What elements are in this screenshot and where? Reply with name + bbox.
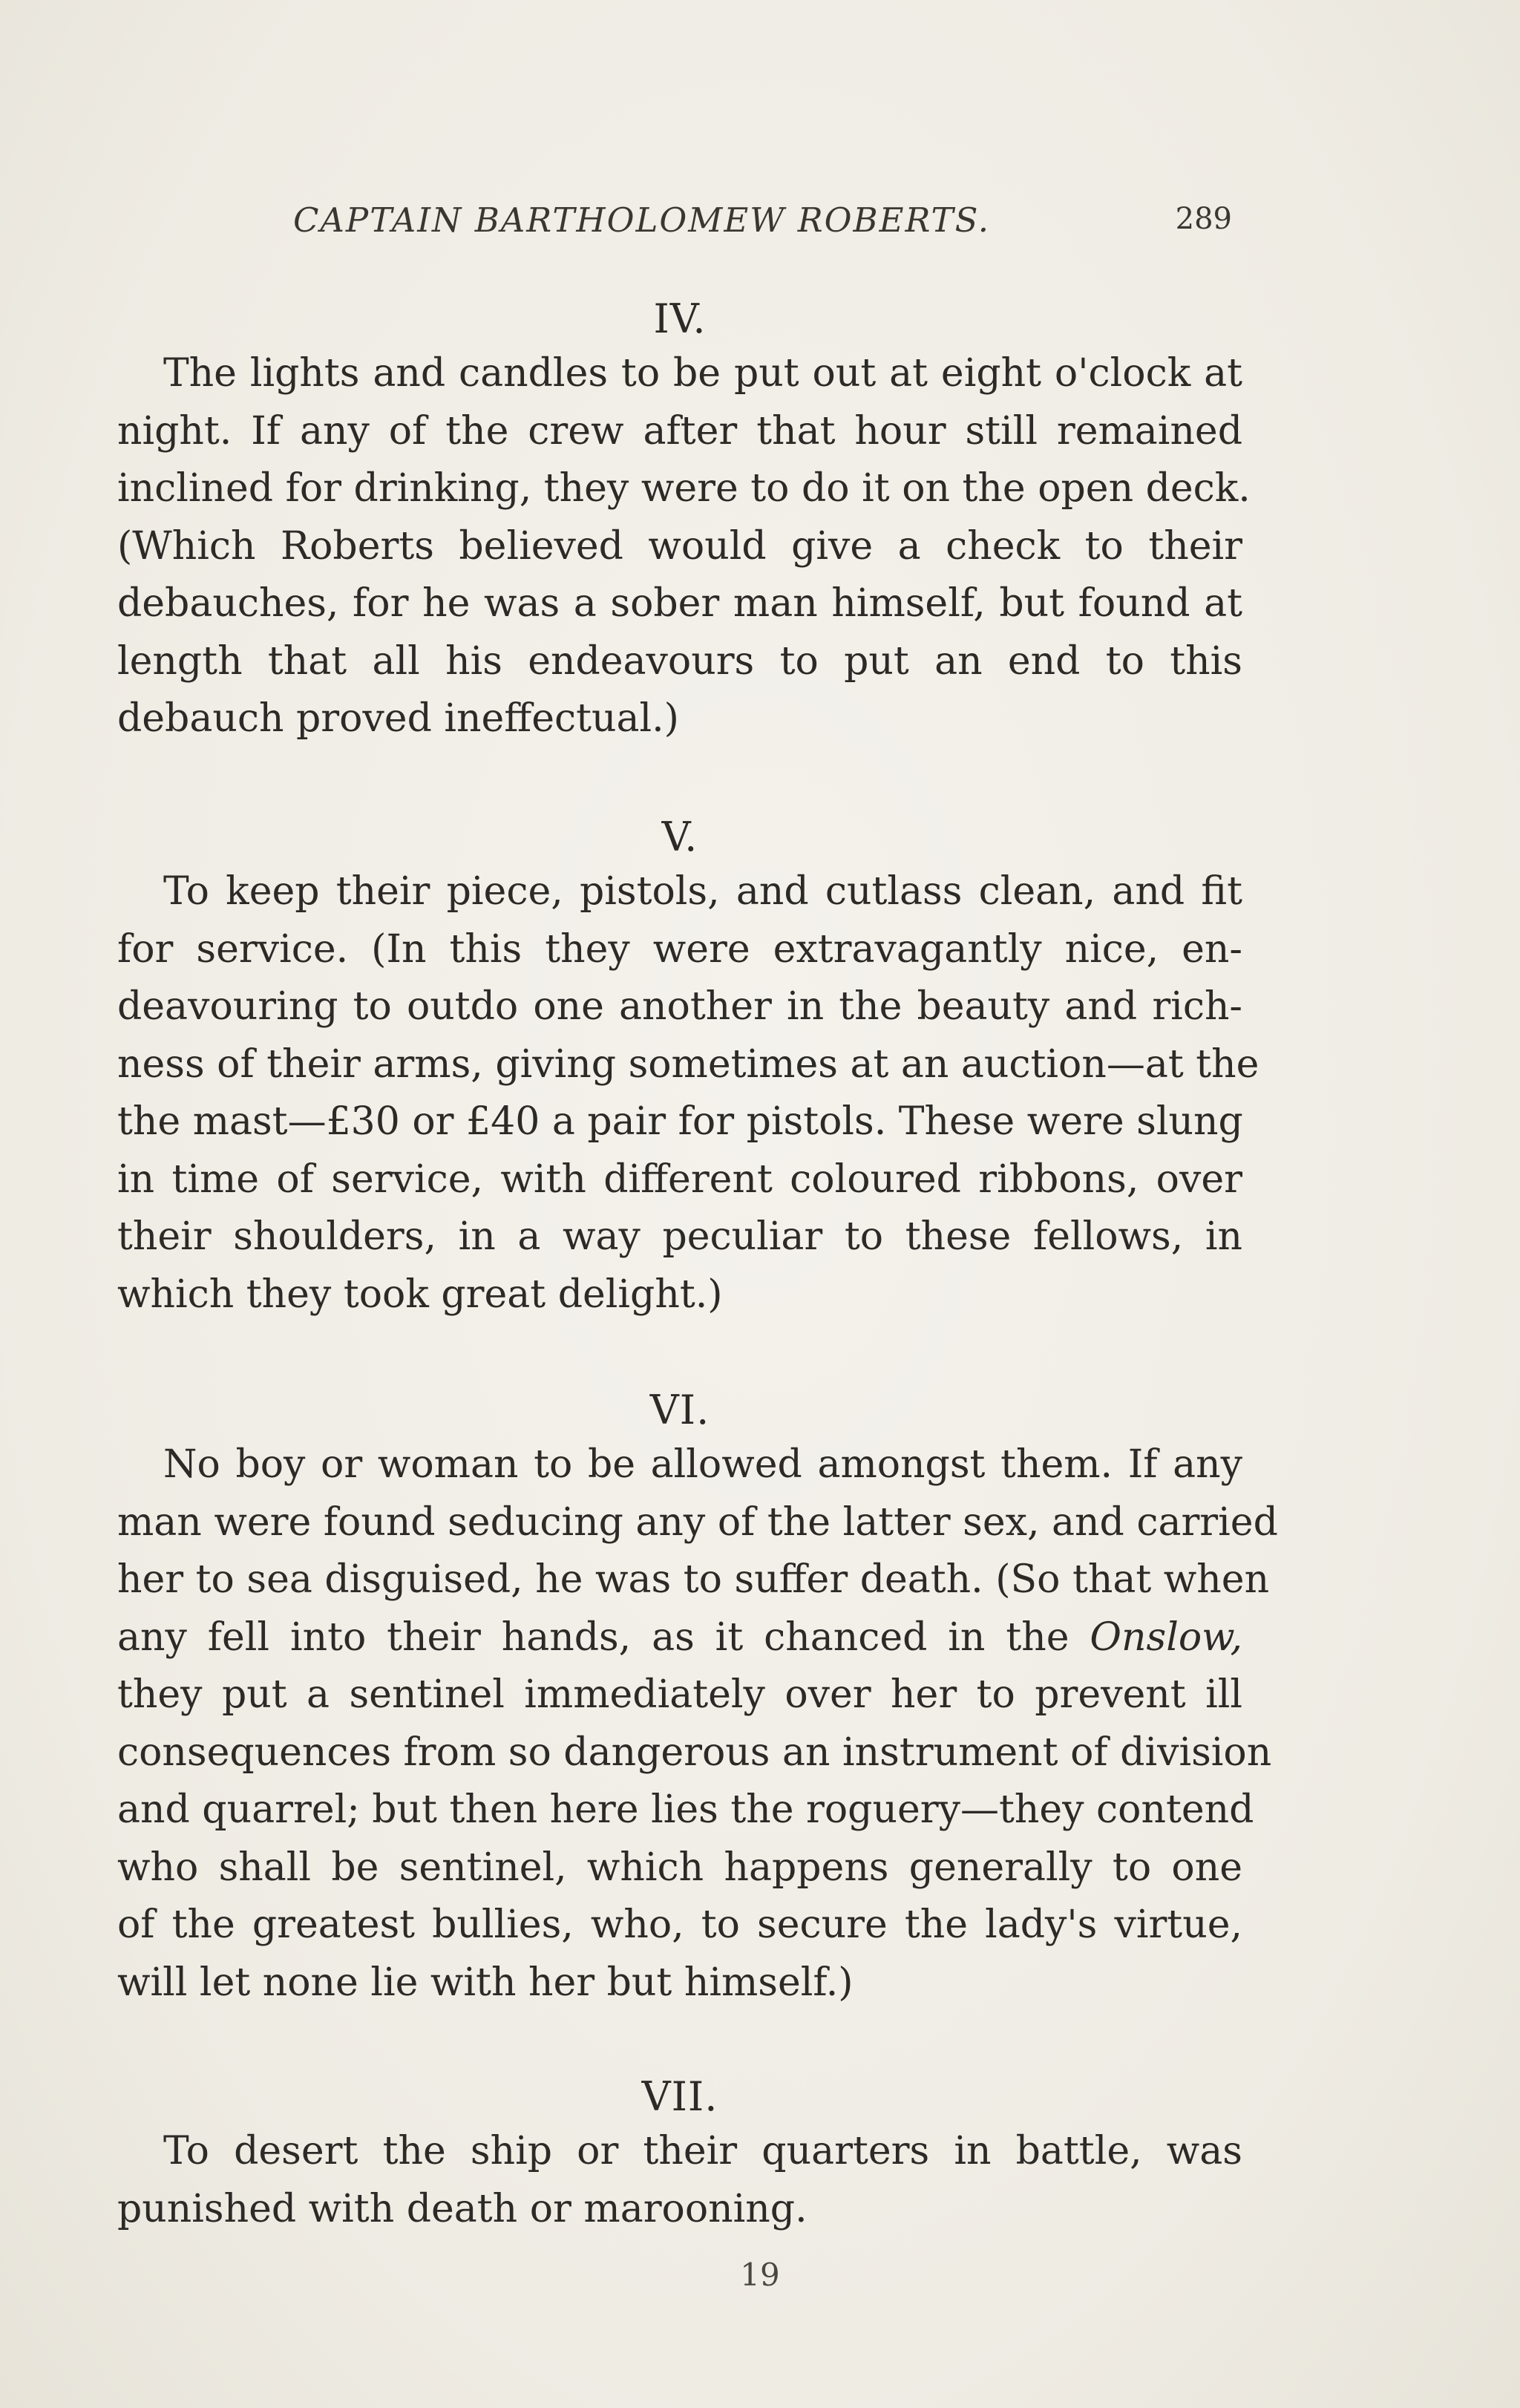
text-line-segment: any fell into their hands, as it chanced in the xyxy=(117,1614,1069,1660)
article-numeral: V. xyxy=(661,814,698,860)
text-line: her to sea disguised, he was to suffer death. (So that when xyxy=(117,1557,1270,1602)
article-vi xyxy=(117,1387,1278,2012)
article-numeral: IV. xyxy=(653,295,707,342)
text-line: length that all his endeavours to put an end to this xyxy=(117,638,1242,684)
running-head: CAPTAIN BARTHOLOMEW ROBERTS. xyxy=(293,200,991,240)
text-line: deavouring to outdo one another in the beauty and rich- xyxy=(117,984,1242,1029)
text-line: punished with death or marooning. xyxy=(117,2186,808,2231)
ship-name: Onslow, xyxy=(1090,1614,1243,1660)
text-line: in time of service, with different coloured ribbons, over xyxy=(117,1156,1242,1202)
text-line: (Which Roberts believed would give a check to their xyxy=(117,523,1242,569)
text-line: will let none lie with her but himself.) xyxy=(117,1960,854,2005)
text-line: inclined for drinking, they were to do it on the open deck. xyxy=(117,466,1251,511)
text-line: and quarrel; but then here lies the roguery—they contend xyxy=(117,1787,1254,1832)
article-iv xyxy=(117,295,1251,748)
article-text xyxy=(117,345,1251,748)
text-line: To desert the ship or their quarters in battle, was xyxy=(163,2129,1242,2173)
text-line: which they took great delight.) xyxy=(117,1272,723,1317)
text-line: the mast—£30 or £40 a pair for pistols. These were slung xyxy=(117,1099,1243,1144)
text-line: debauch proved ineffectual.) xyxy=(117,696,679,741)
text-line: they put a sentinel immediately over her to prevent ill xyxy=(117,1672,1242,1717)
text-line: of the greatest bullies, who, to secure the lady's virtue, xyxy=(117,1902,1242,1947)
text-line: ness of their arms, giving sometimes at an auction—at the xyxy=(117,1041,1259,1087)
text-line: To keep their piece, pistols, and cutlass clean, and fit xyxy=(163,869,1242,914)
text-line: who shall be sentinel, which happens generally to one xyxy=(117,1845,1242,1890)
text-line: debauches, for he was a sober man himself, but found at xyxy=(117,581,1242,626)
signature-mark: 19 xyxy=(740,2257,780,2293)
text-line: No boy or woman to be allowed amongst them. If any xyxy=(163,1442,1242,1487)
page-header xyxy=(293,200,1232,245)
text-line: consequences from so dangerous an instrument of division xyxy=(117,1730,1272,1775)
article-v xyxy=(117,814,1259,1324)
text-line: their shoulders, in a way peculiar to these fellows, in xyxy=(117,1214,1242,1259)
page-number: 289 xyxy=(1175,202,1232,236)
article-text xyxy=(117,2123,1242,2238)
article-text xyxy=(117,863,1259,1324)
text-line: The lights and candles to be put out at eight o'clock at xyxy=(163,351,1242,396)
article-text xyxy=(117,1436,1278,2012)
text-line: man were found seducing any of the latter sex, and carried xyxy=(117,1499,1278,1545)
article-numeral: VI. xyxy=(649,1387,710,1433)
text-line xyxy=(117,1609,1242,1667)
article-numeral: VII. xyxy=(641,2073,718,2120)
article-vii xyxy=(117,2075,1242,2238)
text-line: for service. (In this they were extravagantly nice, en- xyxy=(117,926,1242,972)
text-line: night. If any of the crew after that hour still remained xyxy=(117,408,1242,454)
